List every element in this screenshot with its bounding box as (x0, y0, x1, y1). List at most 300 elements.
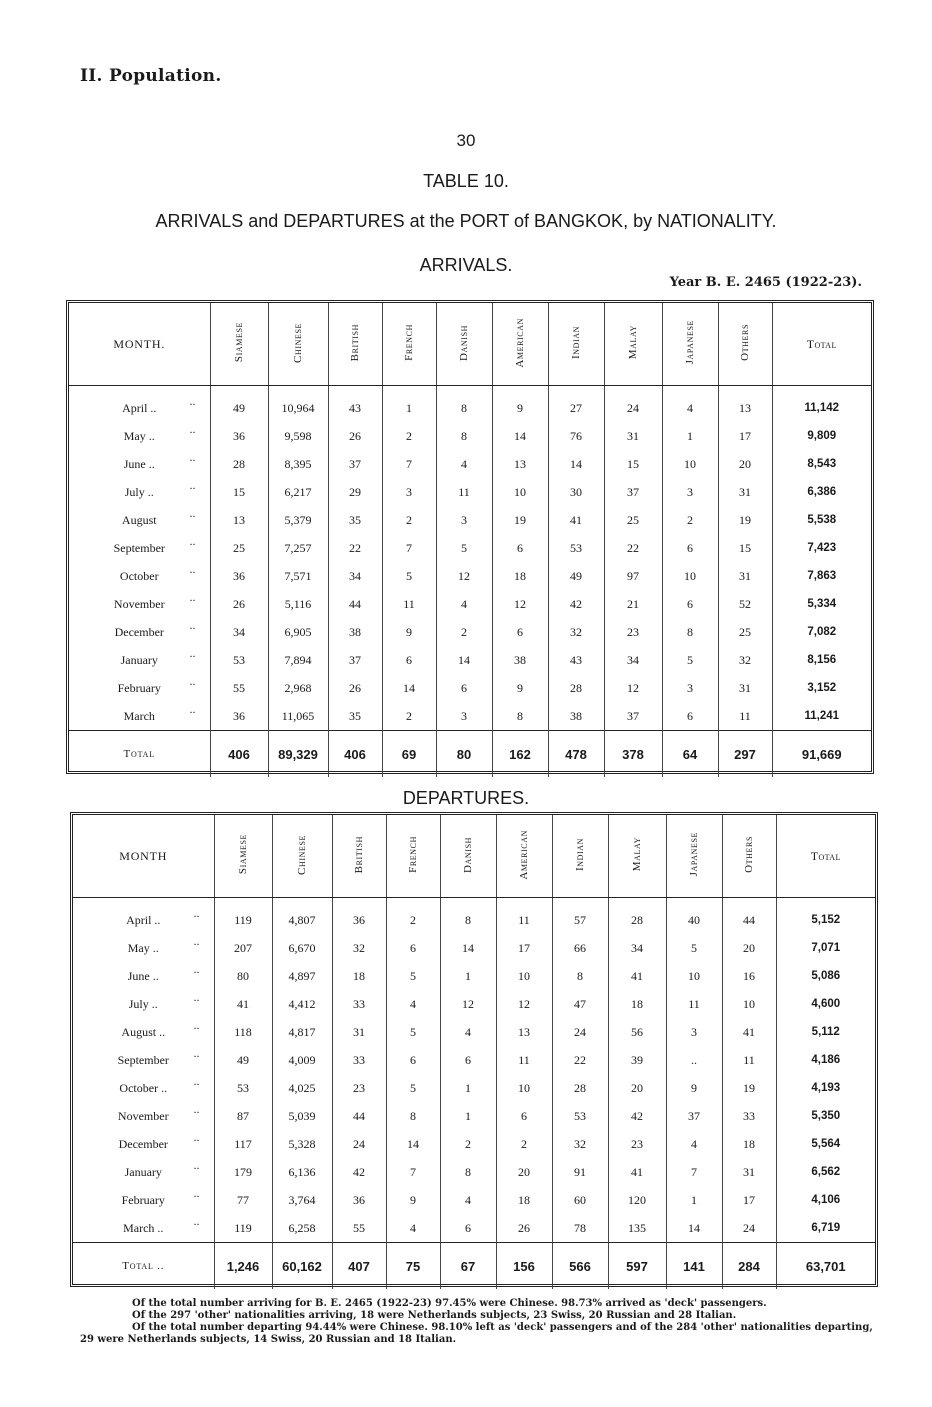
value-cell: 6,258 (272, 1214, 332, 1243)
value-cell: 6,136 (272, 1158, 332, 1186)
value-cell: 5 (386, 1074, 440, 1102)
value-cell: 18 (608, 990, 666, 1018)
column-total-cell: 406 (328, 731, 382, 778)
row-total-cell: 6,719 (776, 1214, 875, 1243)
month-label: March (123, 708, 155, 723)
column-header-label: American (514, 317, 526, 368)
value-cell: 24 (722, 1214, 776, 1243)
value-cell: 13 (492, 450, 548, 478)
value-cell: 7 (666, 1158, 722, 1186)
value-cell: 10 (662, 450, 718, 478)
value-cell: 13 (210, 506, 268, 534)
table-row (69, 674, 871, 702)
value-cell: 5 (386, 962, 440, 990)
value-cell: 37 (604, 478, 662, 506)
value-cell: 21 (604, 590, 662, 618)
month-label: February (121, 1192, 165, 1207)
leader-dots: .. (189, 590, 196, 604)
column-header-label: American (518, 829, 530, 880)
column-header (662, 303, 718, 386)
column-header-label: Danish (462, 836, 474, 873)
value-cell: 15 (718, 534, 772, 562)
value-cell: 36 (332, 1186, 386, 1214)
value-cell: 8 (492, 702, 548, 731)
month-cell (69, 506, 210, 534)
value-cell: .. (666, 1046, 722, 1074)
row-total-cell: 7,082 (772, 618, 871, 646)
value-cell: 6 (440, 1214, 496, 1243)
value-cell: 117 (214, 1130, 272, 1158)
value-cell: 32 (332, 934, 386, 962)
value-cell: 55 (332, 1214, 386, 1243)
value-cell: 31 (718, 562, 772, 590)
value-cell: 17 (722, 1186, 776, 1214)
departures-heading: DEPARTURES. (402, 788, 530, 808)
value-cell: 1 (666, 1186, 722, 1214)
column-header-label: Others (743, 836, 755, 873)
month-cell (69, 562, 210, 590)
value-cell: 33 (332, 990, 386, 1018)
value-cell: 23 (604, 618, 662, 646)
row-total-cell: 8,156 (772, 646, 871, 674)
value-cell: 20 (608, 1074, 666, 1102)
column-header (604, 303, 662, 386)
month-cell (69, 646, 210, 674)
value-cell: 6 (492, 534, 548, 562)
value-cell: 10 (666, 962, 722, 990)
value-cell: 56 (608, 1018, 666, 1046)
value-cell: 11,065 (268, 702, 328, 731)
value-cell: 25 (210, 534, 268, 562)
column-header-label: Japanese (688, 832, 700, 877)
row-total-cell: 7,863 (772, 562, 871, 590)
total-row-label: Total (69, 731, 210, 778)
column-total-cell: 297 (718, 731, 772, 778)
value-cell: 52 (718, 590, 772, 618)
value-cell: 37 (666, 1102, 722, 1130)
value-cell: 11 (722, 1046, 776, 1074)
value-cell: 33 (722, 1102, 776, 1130)
value-cell: 36 (332, 898, 386, 935)
value-cell: 8 (440, 1158, 496, 1186)
total-row-label: Total .. (73, 1243, 214, 1290)
value-cell: 11 (666, 990, 722, 1018)
leader-dots: .. (189, 618, 196, 632)
value-cell: 23 (608, 1130, 666, 1158)
value-cell: 11 (382, 590, 436, 618)
column-total-cell: 566 (552, 1243, 608, 1290)
month-cell (73, 1074, 214, 1102)
value-cell: 1 (662, 422, 718, 450)
value-cell: 24 (552, 1018, 608, 1046)
row-total-cell: 6,386 (772, 478, 871, 506)
value-cell: 18 (722, 1130, 776, 1158)
footnote: Of the 297 'other' nationalities arriving, 18 were Netherlands subjects, 23 Swiss, 20 Russian and 28 Italian. (132, 1310, 737, 1321)
departures-table-frame (70, 812, 878, 1287)
column-header (328, 303, 382, 386)
value-cell: 12 (496, 990, 552, 1018)
leader-dots: .. (189, 450, 196, 464)
value-cell: 26 (210, 590, 268, 618)
month-cell (69, 618, 210, 646)
total-row (69, 731, 871, 778)
column-header (608, 815, 666, 898)
value-cell: 25 (718, 618, 772, 646)
row-total-cell: 5,112 (776, 1018, 875, 1046)
month-header (73, 815, 214, 898)
table-row (73, 990, 875, 1018)
column-header (332, 815, 386, 898)
row-total-cell: 11,142 (772, 386, 871, 423)
section-heading: II. Population. (80, 66, 222, 86)
leader-dots: .. (193, 1158, 200, 1172)
column-header (436, 303, 492, 386)
value-cell: 6,217 (268, 478, 328, 506)
month-label: March .. (123, 1220, 164, 1235)
arrivals-table (69, 303, 871, 777)
leader-dots: .. (193, 1018, 200, 1032)
value-cell: 44 (332, 1102, 386, 1130)
leader-dots: .. (193, 934, 200, 948)
value-cell: 19 (492, 506, 548, 534)
value-cell: 8 (386, 1102, 440, 1130)
value-cell: 2 (386, 898, 440, 935)
value-cell: 4,807 (272, 898, 332, 935)
value-cell: 14 (436, 646, 492, 674)
column-header (492, 303, 548, 386)
row-total-cell: 9,809 (772, 422, 871, 450)
column-total-cell: 75 (386, 1243, 440, 1290)
value-cell: 3,764 (272, 1186, 332, 1214)
table-row (69, 590, 871, 618)
value-cell: 18 (332, 962, 386, 990)
value-cell: 20 (496, 1158, 552, 1186)
leader-dots: .. (193, 1186, 200, 1200)
value-cell: 97 (604, 562, 662, 590)
value-cell: 36 (210, 562, 268, 590)
total-header (776, 815, 875, 898)
value-cell: 5,039 (272, 1102, 332, 1130)
value-cell: 41 (214, 990, 272, 1018)
value-cell: 22 (552, 1046, 608, 1074)
month-label: May .. (127, 940, 159, 955)
value-cell: 53 (210, 646, 268, 674)
value-cell: 6 (662, 590, 718, 618)
value-cell: 9 (492, 386, 548, 423)
column-total-cell: 156 (496, 1243, 552, 1290)
value-cell: 5 (662, 646, 718, 674)
month-cell (69, 674, 210, 702)
column-total-cell: 284 (722, 1243, 776, 1290)
value-cell: 4,897 (272, 962, 332, 990)
value-cell: 6 (662, 702, 718, 731)
column-header-label: Malay (627, 325, 639, 360)
value-cell: 4 (440, 1186, 496, 1214)
value-cell: 80 (214, 962, 272, 990)
value-cell: 44 (722, 898, 776, 935)
value-cell: 2 (496, 1130, 552, 1158)
value-cell: 23 (332, 1074, 386, 1102)
row-total-cell: 7,071 (776, 934, 875, 962)
value-cell: 31 (604, 422, 662, 450)
value-cell: 43 (548, 646, 604, 674)
leader-dots: .. (189, 422, 196, 436)
month-label: April .. (126, 912, 161, 927)
month-label: August (121, 512, 157, 527)
table-title: TABLE 10. (423, 171, 509, 191)
value-cell: 41 (608, 1158, 666, 1186)
value-cell: 6,670 (272, 934, 332, 962)
leader-dots: .. (189, 702, 196, 716)
table-row (69, 618, 871, 646)
month-label: October .. (119, 1080, 168, 1095)
footnotes (80, 1298, 880, 1346)
header-row (69, 303, 871, 386)
value-cell: 35 (328, 506, 382, 534)
value-cell: 179 (214, 1158, 272, 1186)
departures-table (73, 815, 875, 1289)
value-cell: 10,964 (268, 386, 328, 423)
value-cell: 4 (666, 1130, 722, 1158)
value-cell: 3 (436, 702, 492, 731)
column-total-cell: 378 (604, 731, 662, 778)
column-header (272, 815, 332, 898)
value-cell: 8 (440, 898, 496, 935)
value-cell: 2 (382, 506, 436, 534)
table-row (69, 450, 871, 478)
value-cell: 10 (722, 990, 776, 1018)
value-cell: 40 (666, 898, 722, 935)
value-cell: 53 (548, 534, 604, 562)
value-cell: 13 (718, 386, 772, 423)
leader-dots: .. (193, 1102, 200, 1116)
value-cell: 20 (718, 450, 772, 478)
value-cell: 3 (662, 674, 718, 702)
column-header (552, 815, 608, 898)
total-header-label: Total (810, 848, 841, 863)
value-cell: 14 (492, 422, 548, 450)
value-cell: 1 (382, 386, 436, 423)
value-cell: 34 (210, 618, 268, 646)
month-cell (69, 590, 210, 618)
value-cell: 3 (662, 478, 718, 506)
value-cell: 5 (382, 562, 436, 590)
value-cell: 15 (604, 450, 662, 478)
value-cell: 6 (386, 1046, 440, 1074)
column-total-cell: 162 (492, 731, 548, 778)
value-cell: 87 (214, 1102, 272, 1130)
value-cell: 6 (662, 534, 718, 562)
column-header (718, 303, 772, 386)
column-header-label: French (403, 324, 415, 361)
value-cell: 76 (548, 422, 604, 450)
month-cell (73, 1186, 214, 1214)
table-row (73, 1102, 875, 1130)
column-header (666, 815, 722, 898)
value-cell: 8 (662, 618, 718, 646)
value-cell: 42 (608, 1102, 666, 1130)
value-cell: 4,817 (272, 1018, 332, 1046)
value-cell: 7 (382, 450, 436, 478)
value-cell: 6 (496, 1102, 552, 1130)
value-cell: 49 (548, 562, 604, 590)
value-cell: 32 (548, 618, 604, 646)
table-subtitle: ARRIVALS and DEPARTURES at the PORT of BANGKOK, by NATIONALITY. (155, 211, 777, 231)
column-header-label: Malay (631, 837, 643, 872)
month-header-label: MONTH (119, 848, 168, 863)
column-header-label: Japanese (684, 320, 696, 365)
value-cell: 12 (440, 990, 496, 1018)
value-cell: 34 (328, 562, 382, 590)
value-cell: 28 (552, 1074, 608, 1102)
value-cell: 5 (436, 534, 492, 562)
value-cell: 19 (718, 506, 772, 534)
row-total-cell: 5,538 (772, 506, 871, 534)
value-cell: 35 (328, 702, 382, 731)
value-cell: 2,968 (268, 674, 328, 702)
table-row (73, 1018, 875, 1046)
month-cell (69, 702, 210, 731)
value-cell: 22 (604, 534, 662, 562)
leader-dots: .. (193, 1130, 200, 1144)
month-cell (73, 1214, 214, 1243)
value-cell: 49 (214, 1046, 272, 1074)
value-cell: 31 (718, 674, 772, 702)
value-cell: 11 (496, 898, 552, 935)
leader-dots: .. (193, 1074, 200, 1088)
table-row (73, 1214, 875, 1243)
value-cell: 26 (328, 674, 382, 702)
month-label: February (117, 680, 161, 695)
value-cell: 38 (492, 646, 548, 674)
value-cell: 4 (436, 450, 492, 478)
value-cell: 14 (386, 1130, 440, 1158)
value-cell: 26 (328, 422, 382, 450)
value-cell: 10 (662, 562, 718, 590)
month-cell (73, 1158, 214, 1186)
table-row (69, 386, 871, 423)
value-cell: 14 (440, 934, 496, 962)
column-header-label: Indian (574, 837, 586, 872)
row-total-cell: 3,152 (772, 674, 871, 702)
month-cell (69, 478, 210, 506)
column-header (440, 815, 496, 898)
row-total-cell: 7,423 (772, 534, 871, 562)
value-cell: 8,395 (268, 450, 328, 478)
column-header-label: Chinese (296, 834, 308, 875)
leader-dots: .. (189, 394, 196, 408)
value-cell: 24 (604, 386, 662, 423)
value-cell: 7,894 (268, 646, 328, 674)
leader-dots: .. (193, 906, 200, 920)
value-cell: 36 (210, 422, 268, 450)
column-total-cell: 60,162 (272, 1243, 332, 1290)
value-cell: 26 (496, 1214, 552, 1243)
value-cell: 5,116 (268, 590, 328, 618)
table-row (73, 1046, 875, 1074)
value-cell: 3 (666, 1018, 722, 1046)
month-label: September (117, 1052, 169, 1067)
table-row (73, 1158, 875, 1186)
value-cell: 31 (332, 1018, 386, 1046)
column-header (386, 815, 440, 898)
header-row (73, 815, 875, 898)
value-cell: 135 (608, 1214, 666, 1243)
column-total-cell: 67 (440, 1243, 496, 1290)
value-cell: 3 (436, 506, 492, 534)
column-header-label: French (407, 836, 419, 873)
value-cell: 42 (548, 590, 604, 618)
month-label: December (118, 1136, 168, 1151)
column-total-cell: 89,329 (268, 731, 328, 778)
row-total-cell: 5,152 (776, 898, 875, 935)
value-cell: 2 (662, 506, 718, 534)
value-cell: 78 (552, 1214, 608, 1243)
column-total-cell: 80 (436, 731, 492, 778)
value-cell: 10 (492, 478, 548, 506)
table-row (73, 1186, 875, 1214)
value-cell: 2 (440, 1130, 496, 1158)
month-cell (69, 450, 210, 478)
value-cell: 9 (492, 674, 548, 702)
month-label: January (124, 1164, 162, 1179)
value-cell: 11 (436, 478, 492, 506)
value-cell: 5,379 (268, 506, 328, 534)
value-cell: 39 (608, 1046, 666, 1074)
value-cell: 29 (328, 478, 382, 506)
month-cell (69, 386, 210, 423)
total-header-label: Total (806, 336, 837, 351)
value-cell: 18 (492, 562, 548, 590)
month-label: April .. (122, 400, 157, 415)
value-cell: 4 (386, 990, 440, 1018)
value-cell: 19 (722, 1074, 776, 1102)
value-cell: 53 (214, 1074, 272, 1102)
month-cell (73, 898, 214, 935)
column-total-cell: 69 (382, 731, 436, 778)
value-cell: 3 (382, 478, 436, 506)
month-cell (73, 962, 214, 990)
value-cell: 10 (496, 962, 552, 990)
month-cell (73, 934, 214, 962)
column-header-label: Danish (458, 324, 470, 361)
value-cell: 34 (608, 934, 666, 962)
value-cell: 31 (718, 478, 772, 506)
footnote: Of the total number arriving for B. E. 2465 (1922-23) 97.45% were Chinese. 98.73% arrived as 'deck' passengers. (132, 1298, 767, 1309)
value-cell: 41 (608, 962, 666, 990)
column-header-label: British (349, 323, 361, 362)
value-cell: 2 (436, 618, 492, 646)
column-total-cell: 478 (548, 731, 604, 778)
value-cell: 8 (436, 386, 492, 423)
leader-dots: .. (189, 674, 196, 688)
row-total-cell: 4,193 (776, 1074, 875, 1102)
month-label: November (117, 1108, 169, 1123)
table-row (73, 898, 875, 935)
month-label: July .. (128, 996, 158, 1011)
value-cell: 207 (214, 934, 272, 962)
column-header (268, 303, 328, 386)
table-row (73, 934, 875, 962)
value-cell: 17 (496, 934, 552, 962)
value-cell: 55 (210, 674, 268, 702)
column-total-cell: 1,246 (214, 1243, 272, 1290)
column-header-label: Siamese (233, 322, 245, 363)
column-header-label: Indian (570, 325, 582, 360)
value-cell: 5,328 (272, 1130, 332, 1158)
value-cell: 5 (386, 1018, 440, 1046)
value-cell: 49 (210, 386, 268, 423)
